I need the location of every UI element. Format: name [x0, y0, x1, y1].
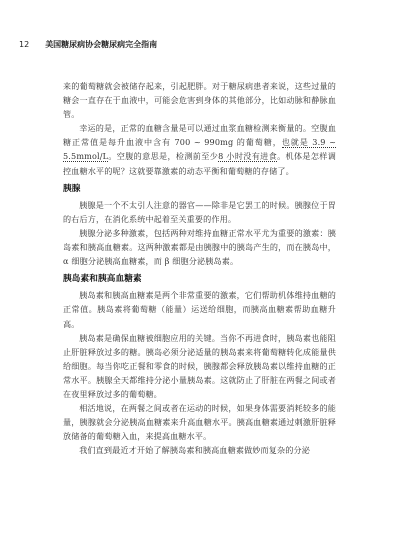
paragraph: 胰岛素和胰高血糖素是两个非常重要的激素，它们帮助机体维持血糖的正常值。胰岛素将葡萄糖（能量）运送给细胞，而胰高血糖素帮助血糖升高。 [63, 290, 336, 329]
paragraph: 来的葡萄糖就会被储存起来，引起肥胖。对于糖尿病患者来说，这些过量的糖会一直存在于血液中，可能会危害到身体的其他部分，比如动脉和静脉血管。 [63, 81, 336, 120]
paragraph: 相活地说，在两餐之间或者在运动的时候，如果身体需要消耗较多的能量，胰腺就会分泌胰高血糖素来升高血糖水平。胰高血糖素通过刺激肝脏释放储备的葡萄糖入血，来提高血糖水平。 [63, 403, 336, 442]
section-heading-insulin-glucagon: 胰岛素和胰高血糖素 [63, 274, 142, 285]
page-number: 12 [19, 40, 30, 49]
paragraph: 胰岛素是确保血糖被细胞应用的关键。当你不再进食时，胰岛素也能阻止肝脏释放过多的糖。胰岛必须分泌适量的胰岛素来将葡萄糖转化成能量供给细胞。每当你吃正餐和零食的时候，胰腺都会释放胰岛素以维持血糖的正常水平。胰腺全天都维持分泌小量胰岛素。这就防止了肝脏在两餐之间或者在夜里释放过多的葡萄糖。 [63, 332, 336, 399]
text-segment: 幸运的是，正常的血糖含量是可以通过血浆血糖检测来衡量的。空腹血糖正常值是每升血液中含有 700 ~ 990mg 的葡萄糖， [63, 123, 336, 148]
text-segment: 。机体是怎样调控血糖水平的呢？这就要靠激素的动态平衡和葡萄糖的存储了。 [63, 151, 336, 176]
paragraph: 胰腺分泌多种激素，包括两种对维持血糖正常水平尤为重要的激素：胰岛素和胰高血糖素。这两种激素都是由胰腺中的胰岛产生的，而在胰岛中，α 细胞分泌胰高血糖素，而 β 细胞分泌胰岛素。 [63, 227, 336, 267]
paragraph: 胰腺是一个不太引人注意的器官——除非是它罢工的时候。胰腺位于胃的右后方，在消化系统中起着至关重要的作用。 [63, 199, 336, 224]
paragraph: 我们直到最近才开始了解胰岛素和胰高血糖素做妙而复杂的分泌 [79, 445, 311, 456]
paragraph [63, 121, 336, 177]
emphasized-text: 也就是 3.9 ~ 5.5mmol/L [63, 137, 337, 162]
running-header [19, 39, 390, 50]
emphasized-text: 8 小时没有进食 [218, 151, 278, 162]
book-title: 美国糖尿病协会糖尿病完全指南 [45, 40, 158, 49]
main-text [63, 79, 336, 457]
section-heading-pancreas: 胰腺 [63, 183, 81, 194]
text-segment: 。空腹的意思是，检测前至少 [108, 151, 219, 162]
